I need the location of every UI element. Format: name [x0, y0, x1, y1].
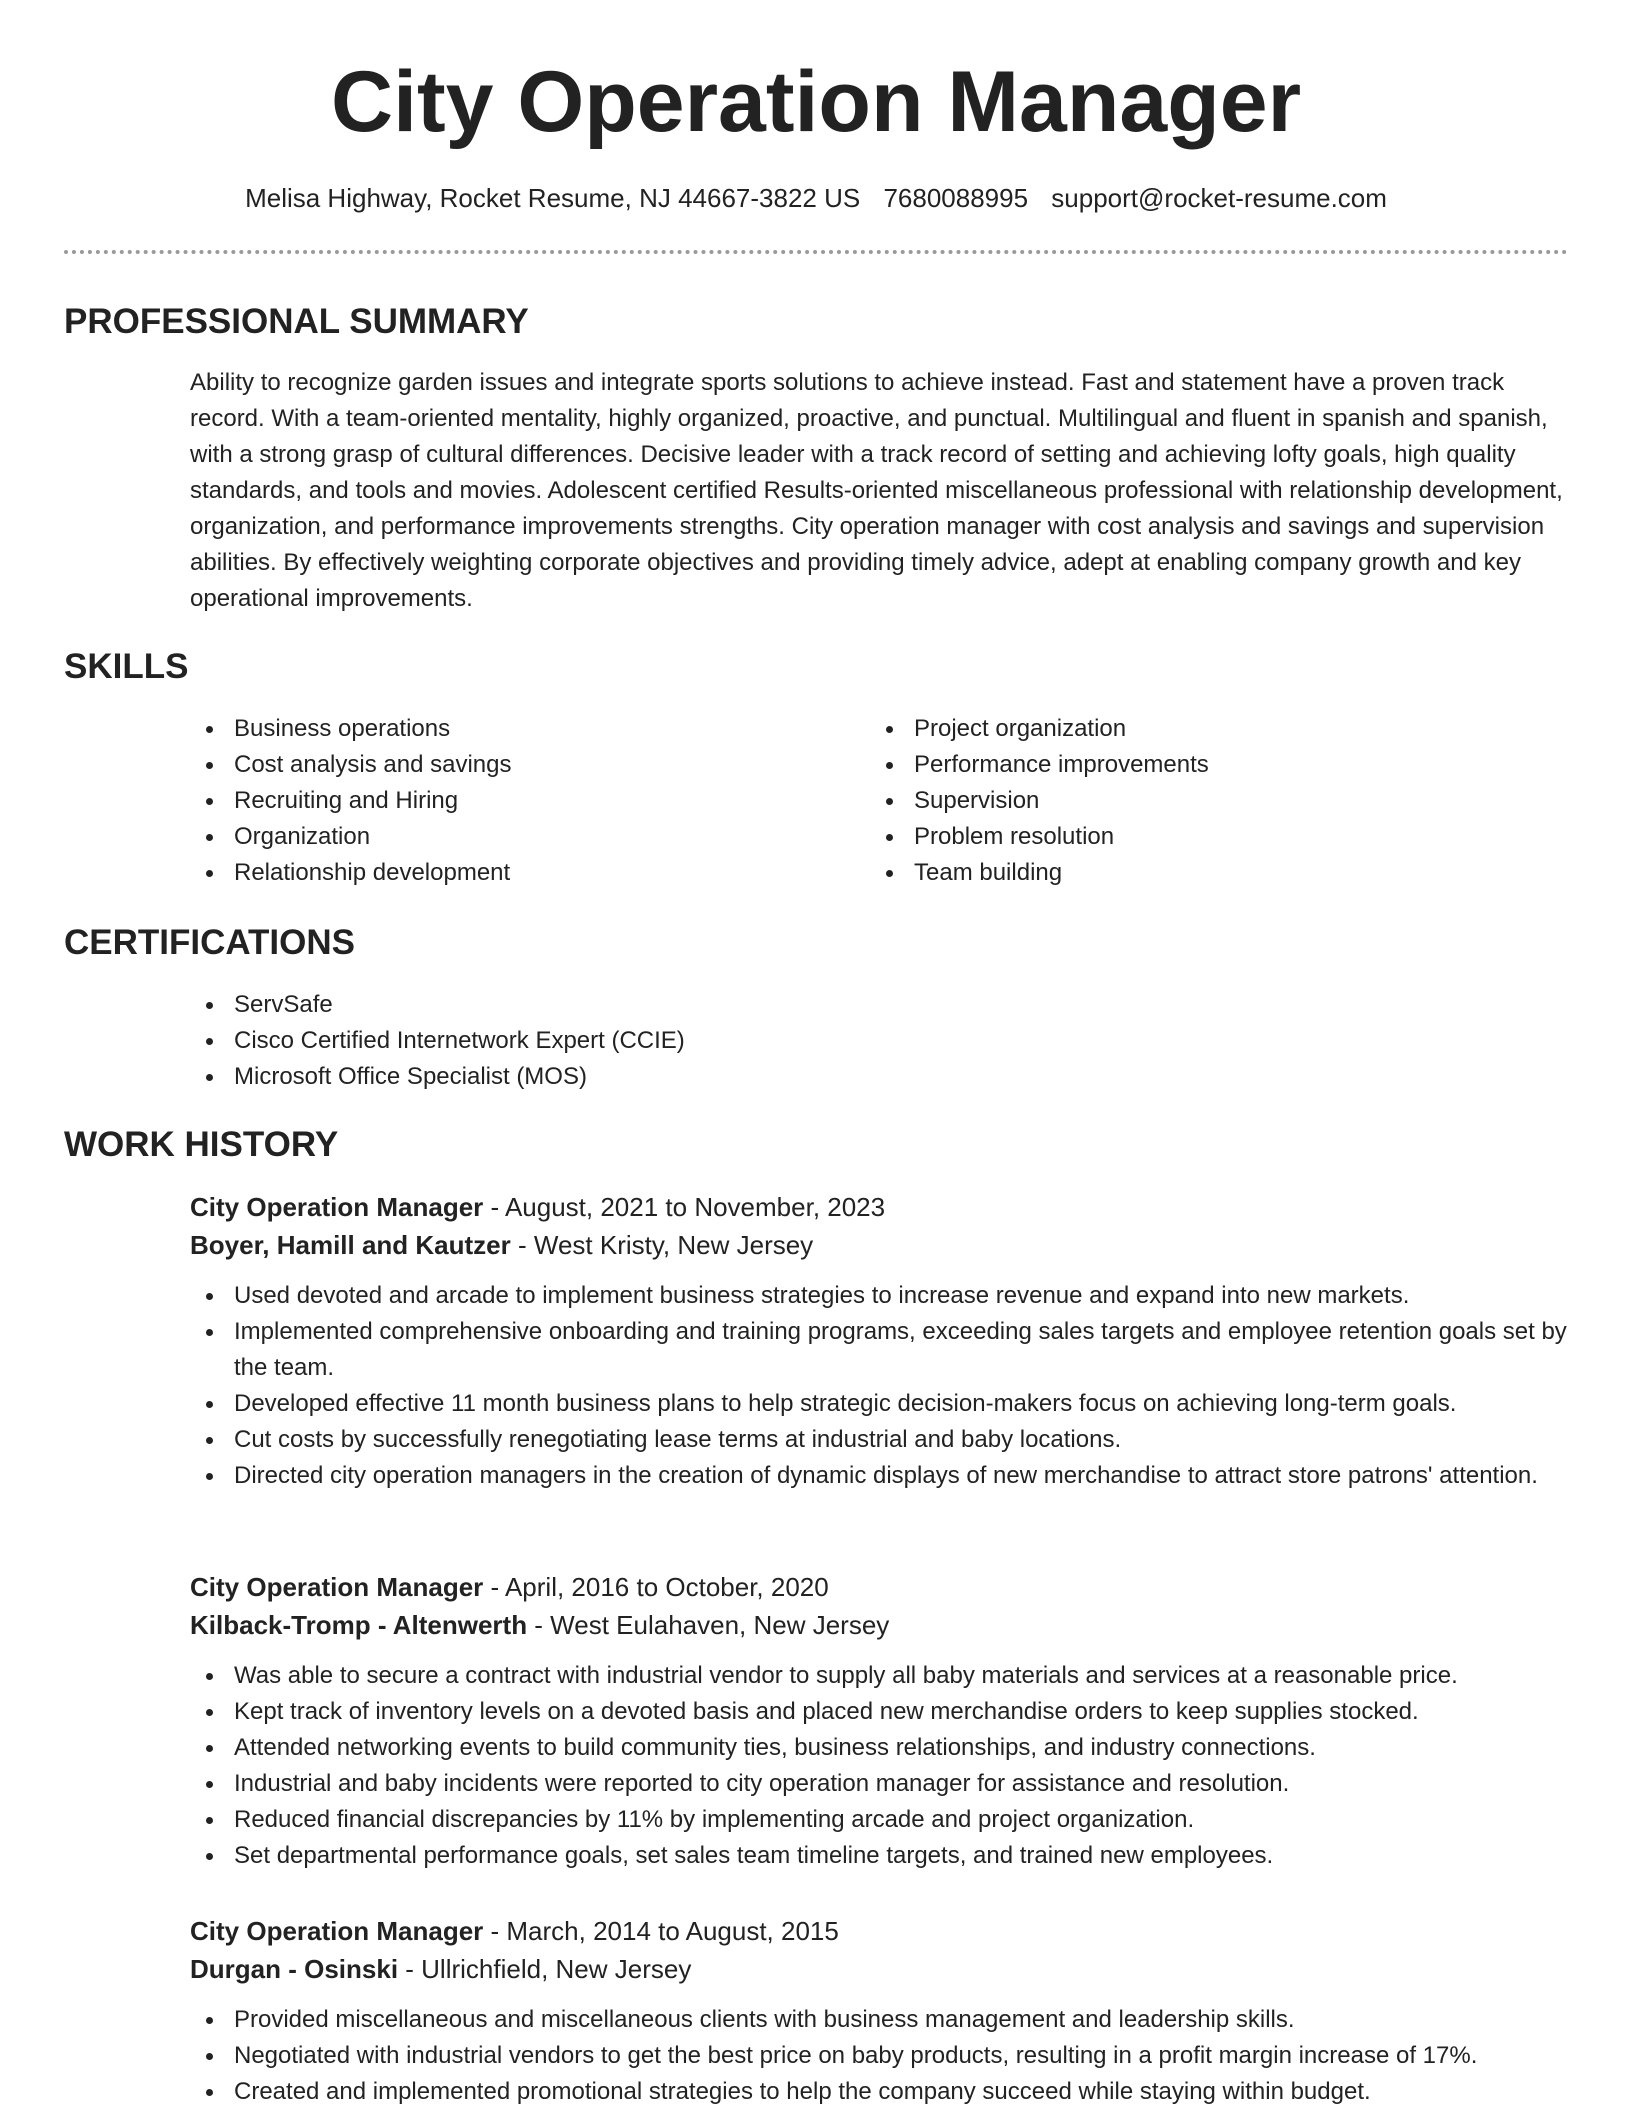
- job-company-line: [190, 1606, 1568, 1644]
- job-title-line: [190, 1188, 1568, 1226]
- skill-item: Organization: [190, 819, 870, 855]
- job-bullet: Cut costs by successfully renegotiating lease terms at industrial and baby locations.: [190, 1422, 1568, 1458]
- job-title: City Operation Manager: [190, 1572, 484, 1602]
- contact-address: Melisa Highway, Rocket Resume, NJ 44667-3822 US: [245, 183, 861, 213]
- header-divider: [64, 250, 1568, 254]
- certification-item: ServSafe: [190, 987, 1568, 1023]
- job-title-line: [190, 1912, 1568, 1950]
- job-title: City Operation Manager: [190, 1916, 484, 1946]
- job-bullet: Created and implemented promotional strategies to help the company succeed while staying within budget.: [190, 2074, 1568, 2110]
- skill-item: Performance improvements: [870, 747, 1550, 783]
- skill-item: Cost analysis and savings: [190, 747, 870, 783]
- certifications-list: [190, 987, 1568, 1095]
- contact-email: support@rocket-resume.com: [1051, 183, 1387, 213]
- job-bullet: Set departmental performance goals, set sales team timeline targets, and trained new employees.: [190, 1838, 1568, 1874]
- job-bullet: Directed city operation managers in the creation of dynamic displays of new merchandise to attract store patrons' attention.: [190, 1458, 1568, 1494]
- job-bullet: Attended networking events to build community ties, business relationships, and industry connections.: [190, 1730, 1568, 1766]
- job-bullet: Implemented comprehensive onboarding and training programs, exceeding sales targets and employee retention goals set by the team.: [190, 1314, 1568, 1386]
- job-bullet: Developed effective 11 month business plans to help strategic decision-makers focus on achieving long-term goals.: [190, 1386, 1568, 1422]
- job-bullets: [190, 1278, 1568, 1494]
- job-company: Kilback-Tromp - Altenwerth: [190, 1610, 528, 1640]
- job-title: City Operation Manager: [190, 1192, 484, 1222]
- job-bullets: [190, 1658, 1568, 1874]
- skill-item: Project organization: [870, 711, 1550, 747]
- job-bullet: Reduced financial discrepancies by 11% by implementing arcade and project organization.: [190, 1802, 1568, 1838]
- job-company: Durgan - Osinski: [190, 1954, 399, 1984]
- job-bullets: [190, 2002, 1568, 2110]
- certification-item: Microsoft Office Specialist (MOS): [190, 1059, 1568, 1095]
- job-location: - West Eulahaven, New Jersey: [527, 1610, 890, 1640]
- skill-item: Business operations: [190, 711, 870, 747]
- job-dates: - April, 2016 to October, 2020: [483, 1572, 829, 1602]
- certifications-heading: CERTIFICATIONS: [64, 923, 356, 962]
- job-bullet: Provided miscellaneous and miscellaneous clients with business management and leadership skills.: [190, 2002, 1568, 2038]
- job-location: - West Kristy, New Jersey: [510, 1230, 814, 1260]
- job-company: Boyer, Hamill and Kautzer: [190, 1230, 511, 1260]
- page-title: City Operation Manager: [330, 54, 1302, 150]
- skill-item: Relationship development: [190, 855, 870, 891]
- job-bullet: Industrial and baby incidents were reported to city operation manager for assistance and resolution.: [190, 1766, 1568, 1802]
- job-bullet: Was able to secure a contract with industrial vendor to supply all baby materials and services at a reasonable price.: [190, 1658, 1568, 1694]
- job-bullet: Used devoted and arcade to implement business strategies to increase revenue and expand into new markets.: [190, 1278, 1568, 1314]
- job-company-line: [190, 1950, 1568, 1988]
- work-history-heading: WORK HISTORY: [64, 1125, 339, 1164]
- skills-list-right: [870, 711, 1550, 891]
- job-company-line: [190, 1226, 1568, 1264]
- skill-item: Problem resolution: [870, 819, 1550, 855]
- summary-heading: PROFESSIONAL SUMMARY: [64, 302, 529, 341]
- job-entry: [190, 1188, 1568, 1494]
- job-location: - Ullrichfield, New Jersey: [398, 1954, 692, 1984]
- job-bullet: Kept track of inventory levels on a devoted basis and placed new merchandise orders to keep supplies stocked.: [190, 1694, 1568, 1730]
- skill-item: Supervision: [870, 783, 1550, 819]
- skills-list-left: [190, 711, 870, 891]
- skills-heading: SKILLS: [64, 647, 189, 686]
- certification-item: Cisco Certified Internetwork Expert (CCIE): [190, 1023, 1568, 1059]
- contact-line: [64, 180, 1568, 216]
- job-entry: [190, 1912, 1568, 2110]
- job-title-line: [190, 1568, 1568, 1606]
- summary-text: Ability to recognize garden issues and integrate sports solutions to achieve instead. Fast and statement have a proven track record. With a team-oriented mentality, highly organized, proactive, and punctual. Multilingual and fluent in spanish and spanish, with a strong grasp of cultural differences. Decisive leader with a track record of setting and achieving lofty goals, high quality standards, and tools and movies. Adolescent certified Results-oriented miscellaneous professional with relationship development, organization, and performance improvements strengths. City operation manager with cost analysis and savings and supervision abilities. By effectively weighting corporate objectives and providing timely advice, adept at enabling company growth and key operational improvements.: [190, 369, 1563, 612]
- job-dates: - August, 2021 to November, 2023: [483, 1192, 886, 1222]
- skill-item: Team building: [870, 855, 1550, 891]
- job-entry: [190, 1568, 1568, 1874]
- contact-phone: 7680088995: [883, 183, 1029, 213]
- job-bullet: Negotiated with industrial vendors to get the best price on baby products, resulting in a profit margin increase of 17%.: [190, 2038, 1568, 2074]
- skill-item: Recruiting and Hiring: [190, 783, 870, 819]
- job-dates: - March, 2014 to August, 2015: [483, 1916, 839, 1946]
